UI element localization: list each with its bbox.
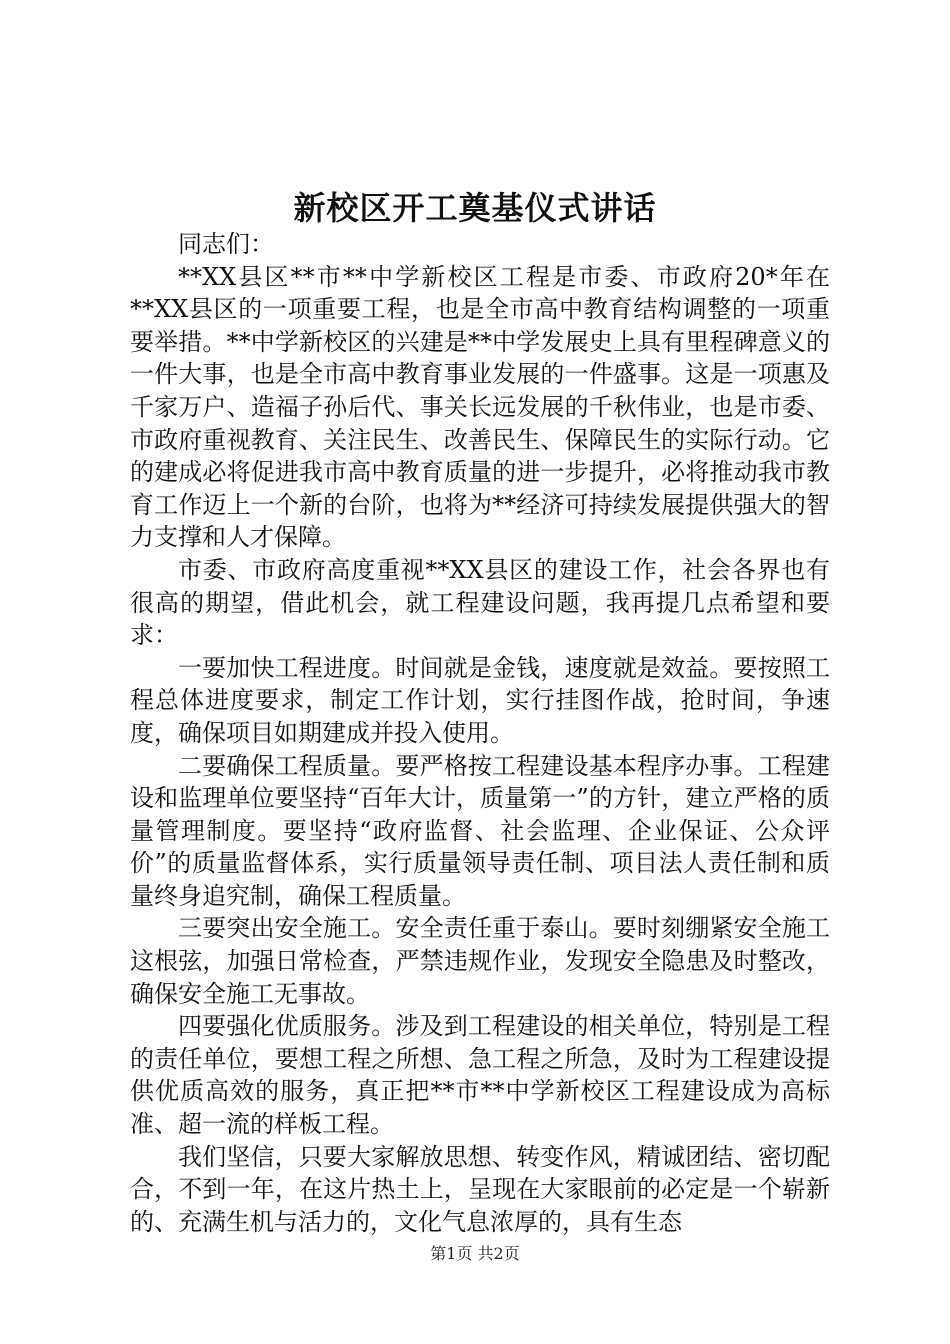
document-body [130,228,830,1238]
paragraph-safety: 三要突出安全施工。安全责任重于泰山。要时刻绷紧安全施工这根弦，加强日常检查，严禁违规作业，发现安全隐患及时整改，确保安全施工无事故。 [130,914,830,1008]
paragraph-service: 四要强化优质服务。涉及到工程建设的相关单位，特别是工程的责任单位，要想工程之所想、急工程之所急，及时为工程建设提供优质高效的服务，真正把**市**中学新校区工程建设成为高标准、超一流的样板工程。 [130,1012,830,1139]
document-title: 新校区开工奠基仪式讲话 [293,189,657,227]
paragraph-closing: 我们坚信，只要大家解放思想、转变作风，精诚团结、密切配合，不到一年，在这片热土上，呈现在大家眼前的必定是一个崭新的、充满生机与活力的，文化气息浓厚的，具有生态 [130,1142,830,1236]
paragraph-quality: 二要确保工程质量。要严格按工程建设基本程序办事。工程建设和监理单位要坚持“百年大计，质量第一”的方针，建立严格的质量管理制度。要坚持“政府监督、社会监理、企业保证、公众评价”的质量监督体系，实行质量领导责任制、项目法人责任制和质量终身追究制，确保工程质量。 [130,751,830,910]
page-number: 第1页 共2页 [430,1244,520,1263]
paragraph-requirements: 市委、市政府高度重视**XX县区的建设工作，社会各界也有很高的期望，借此机会，就工程建设问题，我再提几点希望和要求： [130,555,830,650]
salutation: 同志们： [178,230,274,258]
paragraph-intro: **XX县区**市**中学新校区工程是市委、市政府20*年在**XX县区的一项重要工程，也是全市高中教育结构调整的一项重要举措。**中学新校区的兴建是**中学发展史上具有里程碑意义的一件大事，也是全市高中教育事业发展的一件盛事。这是一项惠及千家万户、造福子孙后代、事关长远发展的千秋伟业，也是市委、市政府重视教育、关注民生、改善民生、保障民生的实际行动。它的建成必将促进我市高中教育质量的进一步提升，必将推动我市教育工作迈上一个新的台阶，也将为**经济可持续发展提供强大的智力支撑和人才保障。 [130,262,830,552]
paragraph-progress: 一要加快工程进度。时间就是金钱，速度就是效益。要按照工程总体进度要求，制定工作计划，实行挂图作战，抢时间，争速度，确保项目如期建成并投入使用。 [130,653,830,747]
